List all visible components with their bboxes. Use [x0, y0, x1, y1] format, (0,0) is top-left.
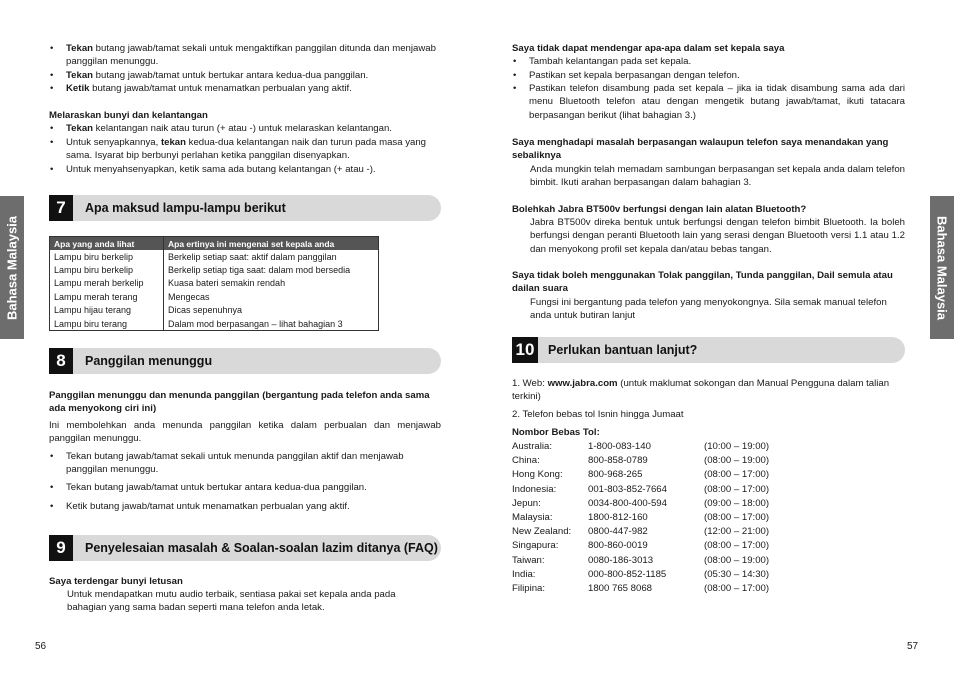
list-item: • Ketik butang jawab/tamat untuk menamatkan perbualan yang aktif.: [49, 82, 441, 95]
hours-text: (10:00 – 19:00): [704, 441, 770, 452]
table-row: Lampu biru berkelip Berkelip setiap saat: aktif dalam panggilan: [50, 250, 379, 263]
hours-text: (12:00 – 21:00): [704, 526, 770, 538]
country-label: Filipina:: [512, 583, 546, 594]
list-item: • Untuk menyahsenyapkan, ketik sama ada butang kelantangan (+ atau -).: [49, 163, 441, 176]
faq-question: Saya tidak boleh menggunakan Tolak panggilan, Tunda panggilan, Dail semula atau dailan suara: [512, 270, 893, 295]
side-tab-label: Bahasa Malaysia: [934, 215, 950, 320]
phone-number: 0034-800-400-594: [588, 497, 667, 509]
list-item: • Tambah kelantangan pada set kepala.: [512, 55, 905, 68]
section-9-header: [49, 535, 441, 561]
faq-answer: Jabra BT500v direka bentuk untuk berfungsi dengan telefon bimbit Bluetooth. Ia boleh berfungsi dengan peranti Bluetooth lain yang serasi dengan Bluetooth versi 1.1 atau 1.2 dan menyokong profil set kepala dan/atau bebas tangan.: [530, 217, 905, 255]
hours-text: (08:00 – 19:00): [704, 554, 770, 566]
faq-question: Saya terdengar bunyi letusan: [49, 576, 183, 587]
country-label: Australia:: [512, 441, 552, 452]
page-number: 57: [907, 641, 919, 652]
call-waiting-intro: Ini membolehkan anda menunda panggilan ketika dalam perbualan dan menjawab panggilan menunggu.: [49, 420, 441, 445]
section-10-header: [512, 337, 905, 363]
list-item: • Tekan butang jawab/tamat untuk bertukar antara kedua-dua panggilan.: [49, 69, 441, 82]
hours-text: (08:00 – 17:00): [704, 469, 770, 481]
list-item: • Tekan butang jawab/tamat sekali untuk mengaktifkan panggilan ditunda dan menjawab panggilan menunggu.: [49, 42, 441, 69]
section-number: 9: [49, 535, 73, 561]
table-row: Lampu biru berkelip Berkelip setiap tiga saat: dalam mod bersedia: [50, 263, 379, 276]
section-title: Apa maksud lampu-lampu berikut: [85, 201, 286, 215]
hours-text: (08:00 – 19:00): [704, 455, 770, 467]
country-label: Taiwan:: [512, 554, 545, 566]
jabra-web-link[interactable]: www.jabra.com: [547, 378, 618, 389]
country-label: Singapura:: [512, 540, 559, 552]
section-7-header: [49, 195, 441, 221]
section-title: Perlukan bantuan lanjut?: [548, 343, 698, 357]
tollfree-heading: Nombor Bebas Tol:: [512, 427, 600, 438]
faq-answer: Anda mungkin telah memadam sambungan berpasangan set kepala anda dalam telefon bimbit. Ikuti arahan berpasangan dalam bahagian 3.: [530, 164, 905, 189]
table-row: Lampu merah terang Mengecas: [50, 290, 379, 303]
table-row: Lampu merah berkelip Kuasa bateri semakin rendah: [50, 277, 379, 290]
table-header: Apa yang anda lihat: [50, 237, 164, 251]
faq-question: Saya menghadapi masalah berpasangan walaupun telefon saya menandakan yang sebaliknya: [512, 137, 889, 162]
hours-text: (08:00 – 17:00): [704, 483, 770, 495]
list-item: • Pastikan telefon disambung pada set kepala – jika ia tidak disambung sama ada dari menu Bluetooth telefon atau dengan mengetik butang jawab/tamat, ikuti tatacara berpasangan berikut (lihat bahagian 3.): [512, 82, 905, 122]
hours-text: (08:00 – 17:00): [704, 512, 770, 523]
list-item: • Ketik butang jawab/tamat untuk menamatkan perbualan yang aktif.: [49, 500, 441, 513]
web-support-line: 1. Web: www.jabra.com (untuk maklumat sokongan dan Manual Pengguna dalam talian terkini): [512, 378, 890, 403]
hours-text: (05:30 – 14:30): [704, 568, 770, 580]
section-number: 7: [49, 195, 73, 221]
section-8-header: [49, 348, 441, 374]
table-header: Apa ertinya ini mengenai set kepala anda: [164, 237, 379, 251]
phone-number: 0800-447-982: [588, 526, 648, 538]
side-tab-right: [930, 196, 954, 339]
volume-heading: Melaraskan bunyi dan kelantangan: [49, 110, 208, 121]
faq-answer: Untuk mendapatkan mutu audio terbaik, sentiasa pakai set kepala anda pada bahagian yang sama badan seperti mana telefon anda letak.: [67, 589, 396, 614]
list-item: • Pastikan set kepala berpasangan dengan telefon.: [512, 69, 905, 82]
phone-number: 000-800-852-1185: [588, 568, 667, 580]
list-item: • Tekan butang jawab/tamat sekali untuk menunda panggilan aktif dan menjawab panggilan menunggu.: [49, 450, 431, 477]
faq-question: Saya tidak dapat mendengar apa-apa dalam set kepala saya: [512, 43, 785, 54]
country-label: China:: [512, 455, 540, 467]
faq-answer: Fungsi ini bergantung pada telefon yang menyokongnya. Sila semak manual telefon anda untuk butiran lanjut: [530, 297, 887, 322]
country-label: Malaysia:: [512, 512, 553, 523]
call-waiting-heading: Panggilan menunggu dan menunda panggilan (bergantung pada telefon anda sama ada menyokong ciri ini): [49, 390, 430, 415]
phone-number: 800-968-265: [588, 469, 643, 481]
hours-text: (09:00 – 18:00): [704, 497, 770, 509]
section-title: Panggilan menunggu: [85, 354, 213, 368]
side-tab-label: Bahasa Malaysia: [4, 215, 20, 320]
led-table: [49, 236, 379, 331]
side-tab-left: [0, 196, 24, 339]
table-row: Lampu biru terang Dalam mod berpasangan – lihat bahagian 3: [50, 317, 379, 331]
list-item: • Tekan kelantangan naik atau turun (+ atau -) untuk melaraskan kelantangan.: [49, 122, 441, 135]
section-number: 8: [49, 348, 73, 374]
table-row: Lampu hijau terang Dicas sepenuhnya: [50, 304, 379, 317]
faq-question: Bolehkah Jabra BT500v berfungsi dengan lain alatan Bluetooth?: [512, 204, 807, 215]
phone-number: 1800 765 8068: [588, 583, 653, 594]
country-label: Hong Kong:: [512, 469, 563, 481]
section-number: 10: [512, 337, 538, 363]
page-number: 56: [35, 641, 47, 652]
phone-number: 1800-812-160: [588, 512, 648, 523]
list-item: • Untuk senyapkannya, tekan kedua-dua kelantangan naik dan turun pada masa yang sama. Isyarat bip berbunyi perlahan ketika panggilan disenyapkan.: [49, 136, 441, 163]
country-label: New Zealand:: [512, 526, 572, 538]
tollfree-table: [512, 440, 905, 600]
phone-number: 800-860-0019: [588, 540, 648, 552]
phone-number: 1-800-083-140: [588, 441, 651, 452]
country-label: India:: [512, 568, 536, 580]
phone-number: 001-803-852-7664: [588, 483, 667, 495]
section-title: Penyelesaian masalah & Soalan-soalan lazim ditanya (FAQ): [85, 541, 438, 555]
country-label: Jepun:: [512, 497, 541, 509]
hours-text: (08:00 – 17:00): [704, 540, 770, 552]
country-label: Indonesia:: [512, 483, 557, 495]
hours-text: (08:00 – 17:00): [704, 583, 770, 594]
phone-number: 0080-186-3013: [588, 554, 654, 566]
phone-number: 800-858-0789: [588, 455, 648, 467]
tollfree-line: 2. Telefon bebas tol Isnin hingga Jumaat: [512, 409, 684, 420]
list-item: • Tekan butang jawab/tamat untuk bertukar antara kedua-dua panggilan.: [49, 481, 441, 494]
